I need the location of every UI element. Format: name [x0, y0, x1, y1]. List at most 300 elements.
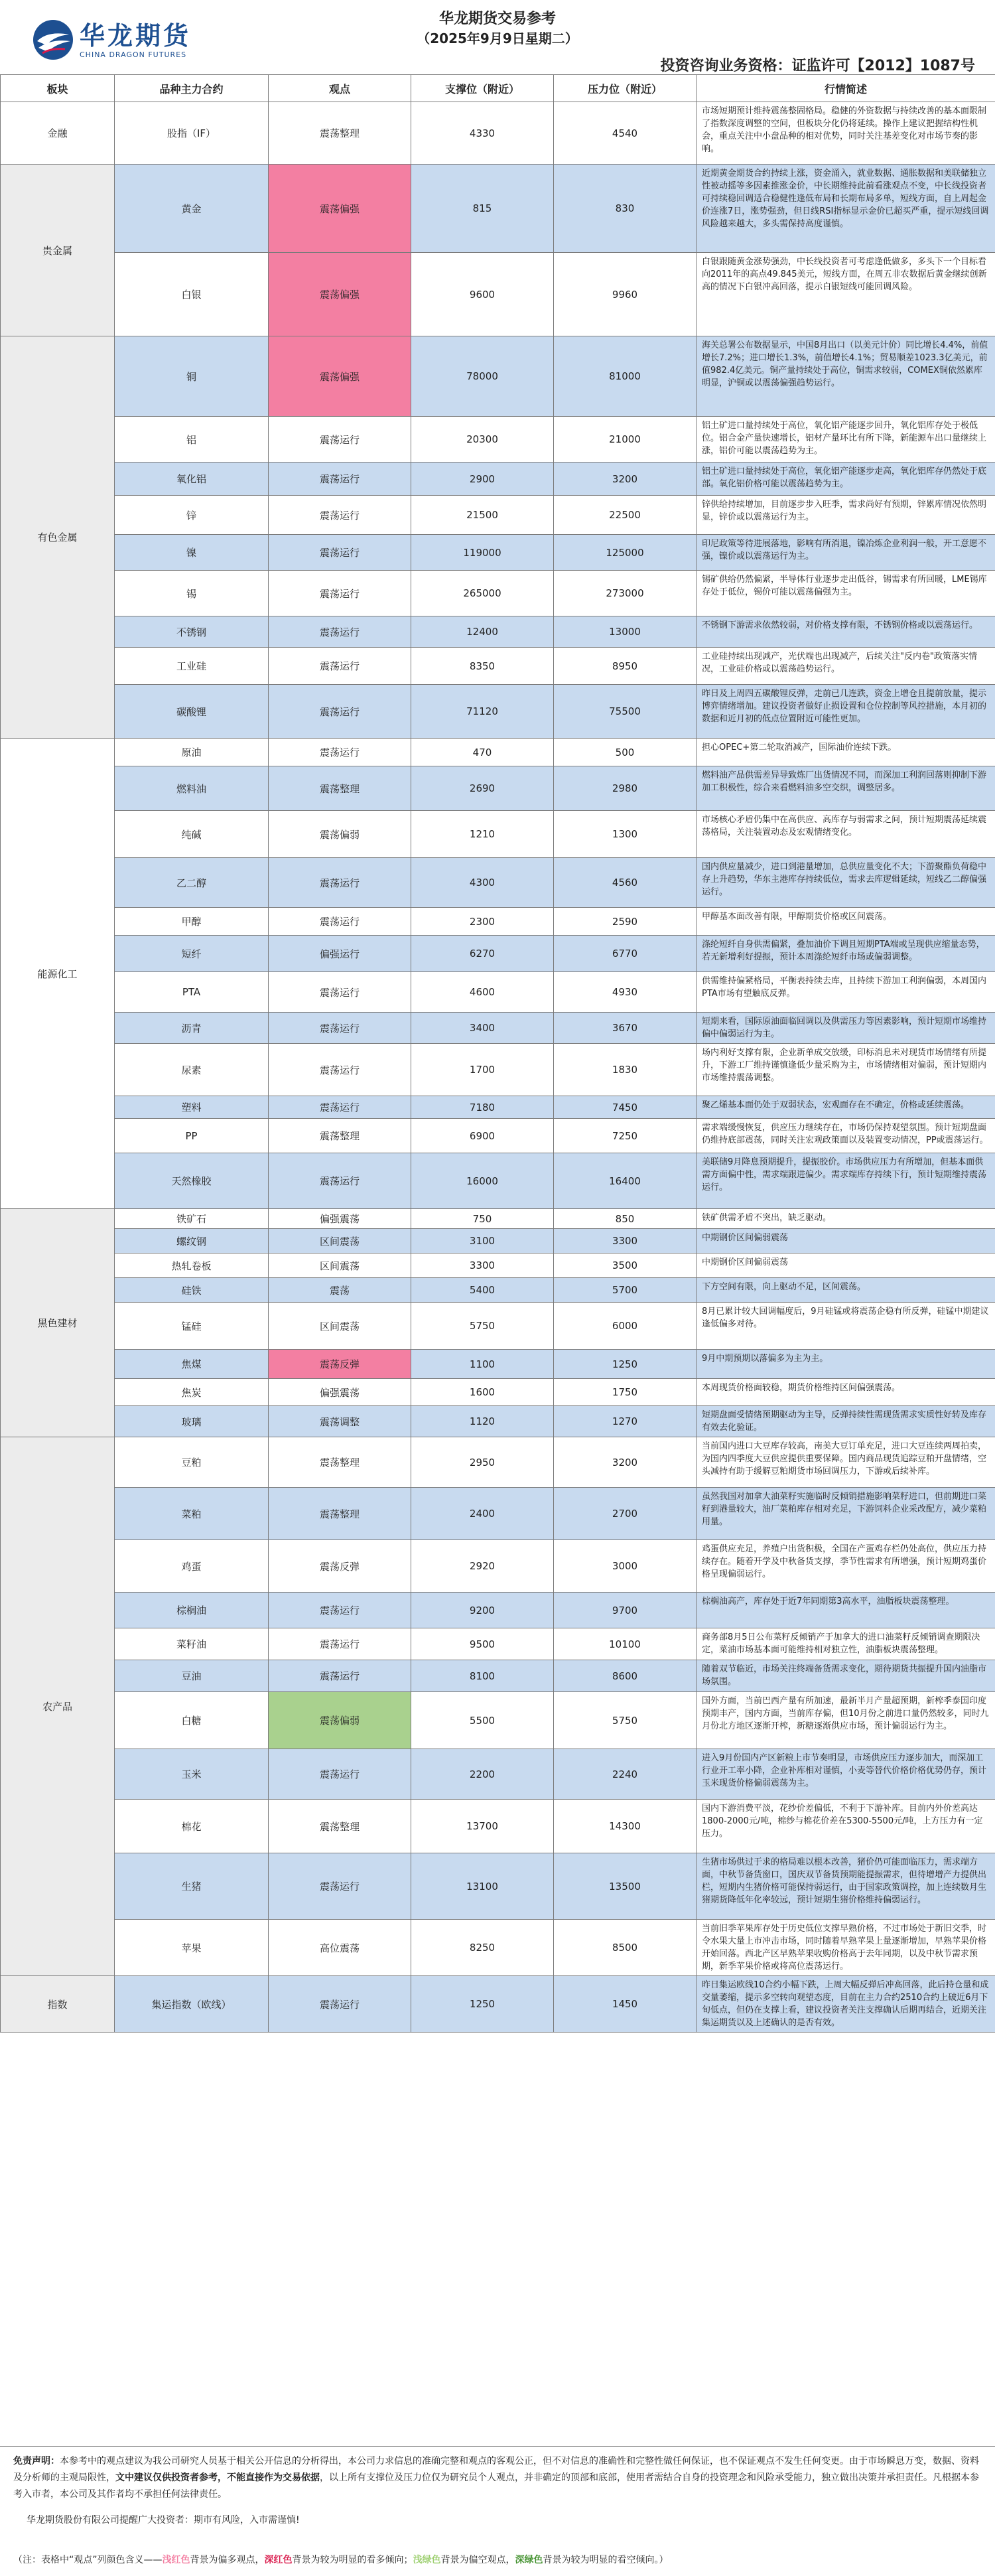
view-cell: 震荡反弹: [269, 1350, 411, 1379]
view-cell: 区间震荡: [269, 1253, 411, 1278]
table-row: [1, 1303, 995, 1350]
resistance-cell: 6770: [554, 936, 696, 972]
resistance-cell: 8950: [554, 648, 696, 685]
resistance-cell: 273000: [554, 571, 696, 616]
view-cell: 震荡整理: [269, 1488, 411, 1540]
sector-cell: 黑色建材: [1, 1209, 115, 1437]
product-cell: 棕榈油: [115, 1593, 269, 1628]
support-cell: 13100: [411, 1853, 554, 1920]
table-row: [1, 972, 995, 1013]
table-row: [1, 1853, 995, 1920]
product-cell: 苹果: [115, 1920, 269, 1976]
resistance-cell: 2980: [554, 766, 696, 811]
product-cell: 镍: [115, 535, 269, 571]
product-cell: 锌: [115, 496, 269, 535]
table-row: [1, 739, 995, 766]
support-cell: 265000: [411, 571, 554, 616]
support-cell: 71120: [411, 685, 554, 739]
table-row: [1, 1660, 995, 1692]
support-cell: 470: [411, 739, 554, 766]
resistance-cell: 2240: [554, 1749, 696, 1800]
support-cell: 5500: [411, 1692, 554, 1749]
support-cell: 9600: [411, 253, 554, 336]
resistance-cell: 6000: [554, 1303, 696, 1350]
description-cell: 昨日及上周四五碳酸锂反弹，走前已几连跌，资金上增仓且提前放量，提示博弈情绪增加。建议投资者做好止损设置和仓位控制等风控措施，本月初的数据和近月初的低点位置附近可能性更加。: [696, 685, 995, 739]
support-cell: 3400: [411, 1013, 554, 1044]
description-cell: 中期钢价区间偏弱震荡: [696, 1229, 995, 1253]
support-cell: 2900: [411, 463, 554, 496]
table-row: [1, 1153, 995, 1209]
legend-light-pink-text: 背景为偏多观点，: [190, 2555, 265, 2565]
product-cell: 燃料油: [115, 766, 269, 811]
description-cell: 工业硅持续出现减产，光伏端也出现减产，后续关注"反内卷"政策落实情况，工业硅价格或以震荡趋势运行。: [696, 648, 995, 685]
table-row: [1, 1044, 995, 1096]
product-cell: 菜粕: [115, 1488, 269, 1540]
table-row: [1, 685, 995, 739]
resistance-cell: 1300: [554, 811, 696, 858]
report-date: （2025年9月9日星期二）: [0, 29, 995, 48]
resistance-cell: 13000: [554, 616, 696, 648]
support-cell: 2920: [411, 1540, 554, 1593]
product-cell: 锰硅: [115, 1303, 269, 1350]
description-cell: 担心OPEC+第二轮取消减产，国际油价连续下跌。: [696, 739, 995, 766]
table-row: [1, 336, 995, 417]
view-cell: 区间震荡: [269, 1229, 411, 1253]
product-cell: PTA: [115, 972, 269, 1013]
view-cell: 震荡运行: [269, 417, 411, 463]
header-view: 观点: [269, 75, 411, 102]
view-cell: 震荡运行: [269, 463, 411, 496]
description-cell: 下方空间有限，向上驱动不足，区间震荡。: [696, 1278, 995, 1303]
resistance-cell: 1250: [554, 1350, 696, 1379]
logo-english-name: CHINA DRAGON FUTURES: [80, 50, 191, 59]
product-cell: 豆粕: [115, 1437, 269, 1488]
color-legend: [13, 2553, 669, 2566]
product-cell: 工业硅: [115, 648, 269, 685]
view-cell: 偏强震荡: [269, 1209, 411, 1229]
page-footer: [0, 2446, 995, 2576]
support-cell: 8250: [411, 1920, 554, 1976]
view-cell: 震荡偏强: [269, 253, 411, 336]
view-cell: 震荡调整: [269, 1406, 411, 1437]
product-cell: 乙二醇: [115, 858, 269, 908]
table-row: [1, 1749, 995, 1800]
table-row: [1, 936, 995, 972]
header-description: 行情简述: [696, 75, 995, 102]
resistance-cell: 8600: [554, 1660, 696, 1692]
view-cell: 震荡运行: [269, 616, 411, 648]
resistance-cell: 75500: [554, 685, 696, 739]
logo-chinese-name: 华龙期货: [80, 21, 191, 50]
resistance-cell: 3200: [554, 1437, 696, 1488]
view-cell: 震荡整理: [269, 1119, 411, 1153]
resistance-cell: 1270: [554, 1406, 696, 1437]
product-cell: 天然橡胶: [115, 1153, 269, 1209]
resistance-cell: 3300: [554, 1229, 696, 1253]
description-cell: 聚乙烯基本面仍处于双弱状态，宏观面存在不确定，价格或延续震荡。: [696, 1096, 995, 1119]
product-cell: 不锈钢: [115, 616, 269, 648]
sector-cell: 指数: [1, 1976, 115, 2033]
table-row: [1, 1013, 995, 1044]
support-cell: 815: [411, 165, 554, 253]
product-cell: 螺纹钢: [115, 1229, 269, 1253]
product-cell: 集运指数（欧线）: [115, 1976, 269, 2033]
resistance-cell: 2700: [554, 1488, 696, 1540]
view-cell: 区间震荡: [269, 1303, 411, 1350]
resistance-cell: 3000: [554, 1540, 696, 1593]
view-cell: 震荡运行: [269, 1749, 411, 1800]
legend-light-green: 浅绿色: [413, 2555, 441, 2565]
sector-cell: 有色金属: [1, 336, 115, 739]
description-cell: 本周现货价格面较稳，期货价格维持区间偏强震荡。: [696, 1379, 995, 1406]
product-cell: 塑料: [115, 1096, 269, 1119]
description-cell: 美联储9月降息预期提升，提振胶价。市场供应压力有所增加，但基本面供需方面偏中性，需求端跟进偏少。需求端库存持续下行，预计短期维持震荡运行。: [696, 1153, 995, 1209]
support-cell: 8100: [411, 1660, 554, 1692]
support-cell: 9500: [411, 1628, 554, 1660]
view-cell: 震荡运行: [269, 1013, 411, 1044]
resistance-cell: 5700: [554, 1278, 696, 1303]
description-cell: 市场核心矛盾仍集中在高供应、高库存与弱需求之间，预计短期震荡延续震荡格局，关注装置动态及宏观情绪变化。: [696, 811, 995, 858]
support-cell: 8350: [411, 648, 554, 685]
table-row: [1, 1278, 995, 1303]
legend-dark-green: 深绿色: [515, 2555, 543, 2565]
support-cell: 21500: [411, 496, 554, 535]
resistance-cell: 1450: [554, 1976, 696, 2033]
resistance-cell: 81000: [554, 336, 696, 417]
resistance-cell: 10100: [554, 1628, 696, 1660]
support-cell: 1250: [411, 1976, 554, 2033]
description-cell: 近期黄金期货合约持续上涨，资金涌入，就业数据、通胀数据和美联储独立性被动摇等多因素推涨金价，中长期维持此前看涨观点不变，中长线投资者可持续稳回调适合稳健性逢低布局和长期布局多单，短线方面，自上周起金价连涨7日，涨势强劲，但日线RSI指标显示金价已超买严重，提示短线回调风险越来越大，多头需保持高度谨慎。: [696, 165, 995, 253]
resistance-cell: 7450: [554, 1096, 696, 1119]
table-header-row: [1, 75, 995, 102]
product-cell: 纯碱: [115, 811, 269, 858]
support-cell: 4330: [411, 102, 554, 165]
view-cell: 震荡运行: [269, 1660, 411, 1692]
support-cell: 4600: [411, 972, 554, 1013]
description-cell: 短期来看，国际原油面临回调以及供需压力等因素影响，预计短期市场维持偏中偏弱运行为主。: [696, 1013, 995, 1044]
description-cell: 供需维持偏紧格局，平衡表持续去库，且持续下游加工利润偏弱，本周国内PTA市场有望触底反弹。: [696, 972, 995, 1013]
support-cell: 20300: [411, 417, 554, 463]
resistance-cell: 1750: [554, 1379, 696, 1406]
table-row: [1, 1253, 995, 1278]
description-cell: 国外方面，当前巴西产量有所加速，最新半月产量超预期，新榨季泰国印度预期丰产，国内方面，当前库存偏，但10月份之前进口量仍然较多，同时九月份北方地区逐渐开榨，新糖逐渐供应市场，预计偏弱运行为主。: [696, 1692, 995, 1749]
view-cell: 震荡运行: [269, 571, 411, 616]
description-cell: 国内下游消费平淡，花纱价差偏低，不利于下游补库。目前内外价差高达1800-2000元/吨，棉纱与棉花价差在5300-5500元/吨，上方压力有一定压力。: [696, 1800, 995, 1853]
description-cell: 锡矿供给仍然偏紧，半导体行业逐步走出低谷，锡需求有所回暖，LME锡库存处于低位，锡价可能以震荡偏强为主。: [696, 571, 995, 616]
table-row: [1, 571, 995, 616]
view-cell: 偏强震荡: [269, 1379, 411, 1406]
support-cell: 2200: [411, 1749, 554, 1800]
support-cell: 6900: [411, 1119, 554, 1153]
view-cell: 震荡偏强: [269, 165, 411, 253]
resistance-cell: 850: [554, 1209, 696, 1229]
description-cell: 铝土矿进口量持续处于高位，氧化铝产能逐步走高，氧化铝库存仍然处于底部。氧化铝价格可能以震荡趋势为主。: [696, 463, 995, 496]
product-cell: 黄金: [115, 165, 269, 253]
table-row: [1, 165, 995, 253]
resistance-cell: 3670: [554, 1013, 696, 1044]
product-cell: 棉花: [115, 1800, 269, 1853]
view-cell: 震荡运行: [269, 1628, 411, 1660]
description-cell: 市场短期预计维持震荡整固格局。稳健的外资数据与持续改善的基本面限制了指数深度调整的空间，但板块分化仍将延续。操作上建议把握结构性机会，重点关注中小盘品种的相对优势，同时关注基差变化对市场节奏的影响。: [696, 102, 995, 165]
view-cell: 震荡运行: [269, 1976, 411, 2033]
support-cell: 2300: [411, 908, 554, 936]
description-cell: 涤纶短纤自身供需偏紧，叠加油价下调且短期PTA端或呈现供应缩量态势，若无新增利好提振，预计本周涤纶短纤市场或偏弱调整。: [696, 936, 995, 972]
table-row: [1, 1692, 995, 1749]
resistance-cell: 3200: [554, 463, 696, 496]
view-cell: 震荡运行: [269, 1096, 411, 1119]
description-cell: 9月中期预期以落偏多为主为主。: [696, 1350, 995, 1379]
sector-cell: 金融: [1, 102, 115, 165]
view-cell: 震荡整理: [269, 1437, 411, 1488]
table-row: [1, 766, 995, 811]
product-cell: 甲醇: [115, 908, 269, 936]
product-cell: PP: [115, 1119, 269, 1153]
table-row: [1, 811, 995, 858]
view-cell: 震荡偏弱: [269, 811, 411, 858]
sector-cell: 能源化工: [1, 739, 115, 1209]
header-support: 支撑位（附近）: [411, 75, 554, 102]
support-cell: 9200: [411, 1593, 554, 1628]
disclaimer-text: 本参考中的观点建议为我公司研究人员基于相关公开信息的分析得出，本公司力求信息的准确完整和观点的客观公正，但不对信息的准确性和完整性做任何保证，也不保证观点不发生任何变更。由于市场瞬息万变，数据、资料及分析师的主观局限性，: [13, 2456, 979, 2483]
description-cell: 商务部8月5日公布菜籽反倾销产于加拿大的进口油菜籽反倾销调查期限决定，菜油市场基本面可能维持相对独立性，油脂板块震荡整理。: [696, 1628, 995, 1660]
support-cell: 13700: [411, 1800, 554, 1853]
support-cell: 6270: [411, 936, 554, 972]
description-cell: 进入9月份国内产区新粮上市节奏明显，市场供应压力逐步加大，而深加工行业开工率小降，企业补库相对谨慎，小麦等替代价格价格优势仍存，预计玉米现货价格偏弱震荡为主。: [696, 1749, 995, 1800]
support-cell: 16000: [411, 1153, 554, 1209]
table-row: [1, 102, 995, 165]
table-row: [1, 1209, 995, 1229]
view-cell: 震荡偏弱: [269, 1692, 411, 1749]
table-row: [1, 535, 995, 571]
resistance-cell: 5750: [554, 1692, 696, 1749]
resistance-cell: 1830: [554, 1044, 696, 1096]
view-cell: 震荡运行: [269, 1153, 411, 1209]
view-cell: 震荡运行: [269, 496, 411, 535]
table-row: [1, 1593, 995, 1628]
support-cell: 3300: [411, 1253, 554, 1278]
view-cell: 震荡运行: [269, 1044, 411, 1096]
legend-light-green-text: 背景为偏空观点，: [441, 2555, 515, 2565]
description-cell: 昨日集运欧线10合约小幅下跌，上周大幅反弹后冲高回落，此后持仓量和成交量萎缩，提示多空转向观望态度，目前在主力合约2510合约上破近6月下旬低点，但仍在支撑上看，建议投资者关注支撑确认后期再结合，近期关注集运期货以及上述确认的是否有效。: [696, 1976, 995, 2033]
product-cell: 硅铁: [115, 1278, 269, 1303]
table-row: [1, 496, 995, 535]
description-cell: 鸡蛋供应充足，养殖户出货积极，全国在产蛋鸡存栏仍处高位，供应压力持续存在。随着开学及中秋备货支撑，季节性需求有所增强，预计短期鸡蛋价格呈现偏弱运行。: [696, 1540, 995, 1593]
product-cell: 豆油: [115, 1660, 269, 1692]
table-row: [1, 1119, 995, 1153]
description-cell: 随着双节临近，市场关注终端备货需求变化，期待期货共振提升国内油脂市场氛围。: [696, 1660, 995, 1692]
page-header: [0, 0, 995, 74]
table-row: [1, 648, 995, 685]
product-cell: 玉米: [115, 1749, 269, 1800]
resistance-cell: 22500: [554, 496, 696, 535]
header-sector: 板块: [1, 75, 115, 102]
table-row: [1, 1437, 995, 1488]
description-cell: 生猪市场供过于求的格局难以根本改善，猪价仍可能面临压力，需求端方面，中秋节备货窗口，国庆双节备货预期能提振需求，但待增增产力提供出栏，短期内生猪价格可能保持弱运行，由于国家政策调控，加上连续数月生猪期货降低年化率较远，预计短期生猪价格维持偏弱运行。: [696, 1853, 995, 1920]
product-cell: 焦煤: [115, 1350, 269, 1379]
table-row: [1, 1920, 995, 1976]
resistance-cell: 4540: [554, 102, 696, 165]
resistance-cell: 14300: [554, 1800, 696, 1853]
resistance-cell: 7250: [554, 1119, 696, 1153]
support-cell: 78000: [411, 336, 554, 417]
trading-reference-table: [0, 74, 995, 2033]
table-row: [1, 1540, 995, 1593]
view-cell: 震荡整理: [269, 766, 411, 811]
legend-dark-green-text: 背景为较为明显的看空倾向。）: [543, 2555, 669, 2565]
license-info: 投资咨询业务资格：证监许可【2012】1087号: [661, 54, 975, 75]
description-cell: 海关总署公布数据显示，中国8月出口（以美元计价）同比增长4.4%，前值增长7.2%；进口增长1.3%，前值增长4.1%；贸易顺差1023.3亿美元，前值982.4亿美元。铜产量持续处于高位，铜需求较弱，COMEX铜依然累库明显，沪铜或以震荡偏强趋势运行。: [696, 336, 995, 417]
description-cell: 8月已累计较大回调幅度后，9月硅锰或将震荡企稳有所反弹，硅锰中期建议逢低偏多对待。: [696, 1303, 995, 1350]
support-cell: 119000: [411, 535, 554, 571]
table-row: [1, 1379, 995, 1406]
product-cell: 生猪: [115, 1853, 269, 1920]
resistance-cell: 8500: [554, 1920, 696, 1976]
view-cell: 震荡运行: [269, 1853, 411, 1920]
table-row: [1, 616, 995, 648]
support-cell: 2950: [411, 1437, 554, 1488]
product-cell: 铜: [115, 336, 269, 417]
table-row: [1, 1800, 995, 1853]
support-cell: 1120: [411, 1406, 554, 1437]
product-cell: 焦炭: [115, 1379, 269, 1406]
product-cell: 白糖: [115, 1692, 269, 1749]
description-cell: 白银跟随黄金涨势强劲，中长线投资者可考虑逢低做多，多头下一个目标看向2011年的高点49.845美元，短线方面，在周五非农数据后黄金继续创新高的情况下白银冲高回落，提示白银短线可能回调风险。: [696, 253, 995, 336]
support-cell: 12400: [411, 616, 554, 648]
view-cell: 震荡运行: [269, 535, 411, 571]
header-resistance: 压力位（附近）: [554, 75, 696, 102]
product-cell: 股指（IF）: [115, 102, 269, 165]
disclaimer-label: 免责声明：: [13, 2456, 60, 2467]
view-cell: 震荡运行: [269, 972, 411, 1013]
support-cell: 4300: [411, 858, 554, 908]
description-cell: 场内利好支撑有限，企业新单成交放缓，印标消息未对现货市场情绪有所提升，下游工厂维持谨慎逢低少量采购为主，市场情绪相对偏弱，预计短期内市场维持震荡调整。: [696, 1044, 995, 1096]
sector-cell: 农产品: [1, 1437, 115, 1976]
risk-reminder: 华龙期货股份有限公司提醒广大投资者：期市有风险，入市需谨慎!: [27, 2513, 300, 2526]
view-cell: 震荡运行: [269, 1593, 411, 1628]
product-cell: 菜籽油: [115, 1628, 269, 1660]
description-cell: 棕榈油高产，库存处于近7年同期第3高水平，油脂板块震荡整理。: [696, 1593, 995, 1628]
view-cell: 震荡整理: [269, 102, 411, 165]
description-cell: 国内供应量减少，进口到港量增加，总供应量变化不大；下游聚酯负荷稳中存上升趋势，华东主港库存持续低位，需求去库逻辑延续，短线乙二醇偏强运行。: [696, 858, 995, 908]
description-cell: 需求端缓慢恢复，供应压力继续存在，市场仍保持观望氛围。预计短期盘面仍维持底部震荡，同时关注宏观政策面以及装置变动情况，PP或震荡运行。: [696, 1119, 995, 1153]
disclaimer-emphasis: 文中建议仅供投资者参考，不能直接作为交易依据: [115, 2472, 320, 2483]
support-cell: 1210: [411, 811, 554, 858]
view-cell: 震荡: [269, 1278, 411, 1303]
view-cell: 震荡运行: [269, 908, 411, 936]
resistance-cell: 3500: [554, 1253, 696, 1278]
resistance-cell: 9960: [554, 253, 696, 336]
legend-prefix: （注：表格中“观点”列颜色含义——: [13, 2555, 163, 2565]
resistance-cell: 830: [554, 165, 696, 253]
table-row: [1, 908, 995, 936]
description-cell: 不锈钢下游需求依然较弱，对价格支撑有限，不锈钢价格或以震荡运行。: [696, 616, 995, 648]
resistance-cell: 4560: [554, 858, 696, 908]
description-cell: 短期盘面受情绪预期驱动为主导，反弹持续性需现货需求实质性好转及库存有效去化验证。: [696, 1406, 995, 1437]
description-cell: 燃料油产品供需差异导致炼厂出货情况不同，而深加工利润回落则抑制下游加工积极性，综合来看燃料油多空交织，调整居多。: [696, 766, 995, 811]
disclaimer-tail: ，以上所有支撑位及压力位仅为研究员个人观点，并非确定的顶部和底部，使用者需结合自身的投资理念和风险承受能力，独立做出决策并承担责任。凡根据本参考入市者，本公司及其作者均不承担任何法律责任。: [13, 2472, 979, 2500]
view-cell: 震荡运行: [269, 858, 411, 908]
view-cell: 震荡运行: [269, 739, 411, 766]
header-product: 品种主力合约: [115, 75, 269, 102]
support-cell: 1100: [411, 1350, 554, 1379]
product-cell: 沥青: [115, 1013, 269, 1044]
support-cell: 5750: [411, 1303, 554, 1350]
view-cell: 震荡整理: [269, 1800, 411, 1853]
description-cell: 甲醇基本面改善有限，甲醇期货价格或区间震荡。: [696, 908, 995, 936]
table-row: [1, 1628, 995, 1660]
resistance-cell: 125000: [554, 535, 696, 571]
description-cell: 当前旧季苹果库存处于历史低位支撑早熟价格，不过市场处于新旧交季，时令水果大量上市冲击市场，同时随着早熟苹果上量逐渐增加，早熟苹果价格开始回落。西北产区早熟苹果收购价格高于去年同期，以及中秋节需求预期，新季苹果价格或将高位震荡运行。: [696, 1920, 995, 1976]
product-cell: 玻璃: [115, 1406, 269, 1437]
table-row: [1, 253, 995, 336]
support-cell: 1700: [411, 1044, 554, 1096]
product-cell: 短纤: [115, 936, 269, 972]
legend-light-pink: 浅红色: [163, 2555, 190, 2565]
product-cell: 原油: [115, 739, 269, 766]
support-cell: 1600: [411, 1379, 554, 1406]
view-cell: 震荡运行: [269, 648, 411, 685]
view-cell: 震荡运行: [269, 685, 411, 739]
resistance-cell: 13500: [554, 1853, 696, 1920]
view-cell: 高位震荡: [269, 1920, 411, 1976]
support-cell: 5400: [411, 1278, 554, 1303]
description-cell: 铝土矿进口量持续处于高位，氧化铝产能逐步回升，氧化铝库存处于极低位。铝合金产量快速增长，铝材产量环比有所下降，新能源车出口量继续上涨，铝价可能以震荡趋势为主。: [696, 417, 995, 463]
view-cell: 震荡反弹: [269, 1540, 411, 1593]
product-cell: 热轧卷板: [115, 1253, 269, 1278]
table-row: [1, 1096, 995, 1119]
product-cell: 碳酸锂: [115, 685, 269, 739]
product-cell: 氧化铝: [115, 463, 269, 496]
disclaimer: [13, 2453, 982, 2503]
resistance-cell: 2590: [554, 908, 696, 936]
table-row: [1, 1350, 995, 1379]
resistance-cell: 21000: [554, 417, 696, 463]
product-cell: 锡: [115, 571, 269, 616]
support-cell: 2690: [411, 766, 554, 811]
resistance-cell: 16400: [554, 1153, 696, 1209]
table-row: [1, 1488, 995, 1540]
description-cell: 中期钢价区间偏弱震荡: [696, 1253, 995, 1278]
table-row: [1, 463, 995, 496]
view-cell: 震荡偏强: [269, 336, 411, 417]
table-row: [1, 1976, 995, 2033]
product-cell: 铁矿石: [115, 1209, 269, 1229]
product-cell: 鸡蛋: [115, 1540, 269, 1593]
description-cell: 锌供给持续增加，目前逐步步入旺季，需求尚好有预期，锌累库情况依然明显，锌价或以震荡运行为主。: [696, 496, 995, 535]
support-cell: 2400: [411, 1488, 554, 1540]
legend-dark-red: 深红色: [265, 2555, 293, 2565]
product-cell: 铝: [115, 417, 269, 463]
legend-dark-red-text: 背景为较为明显的看多倾向；: [293, 2555, 413, 2565]
resistance-cell: 4930: [554, 972, 696, 1013]
sector-cell: 贵金属: [1, 165, 115, 336]
support-cell: 3100: [411, 1229, 554, 1253]
description-cell: 当前国内进口大豆库存较高，南美大豆订单充足，进口大豆连续两周拍卖，为国内四季度大豆供应提供重要保障。国内商品现货追踪豆粕开盘情绪，空头减持有助于缓解豆粕期货市场回调压力，下游或后续补库。: [696, 1437, 995, 1488]
support-cell: 7180: [411, 1096, 554, 1119]
resistance-cell: 500: [554, 739, 696, 766]
page-title: 华龙期货交易参考: [0, 9, 995, 29]
description-cell: 铁矿供需矛盾不突出，缺乏驱动。: [696, 1209, 995, 1229]
product-cell: 白银: [115, 253, 269, 336]
table-row: [1, 1229, 995, 1253]
description-cell: 印尼政策等待进展落地，影响有所消退，镍冶炼企业利润一般，开工意愿不强，镍价或以震荡运行为主。: [696, 535, 995, 571]
view-cell: 偏强运行: [269, 936, 411, 972]
table-row: [1, 417, 995, 463]
table-row: [1, 858, 995, 908]
support-cell: 750: [411, 1209, 554, 1229]
resistance-cell: 9700: [554, 1593, 696, 1628]
table-row: [1, 1406, 995, 1437]
